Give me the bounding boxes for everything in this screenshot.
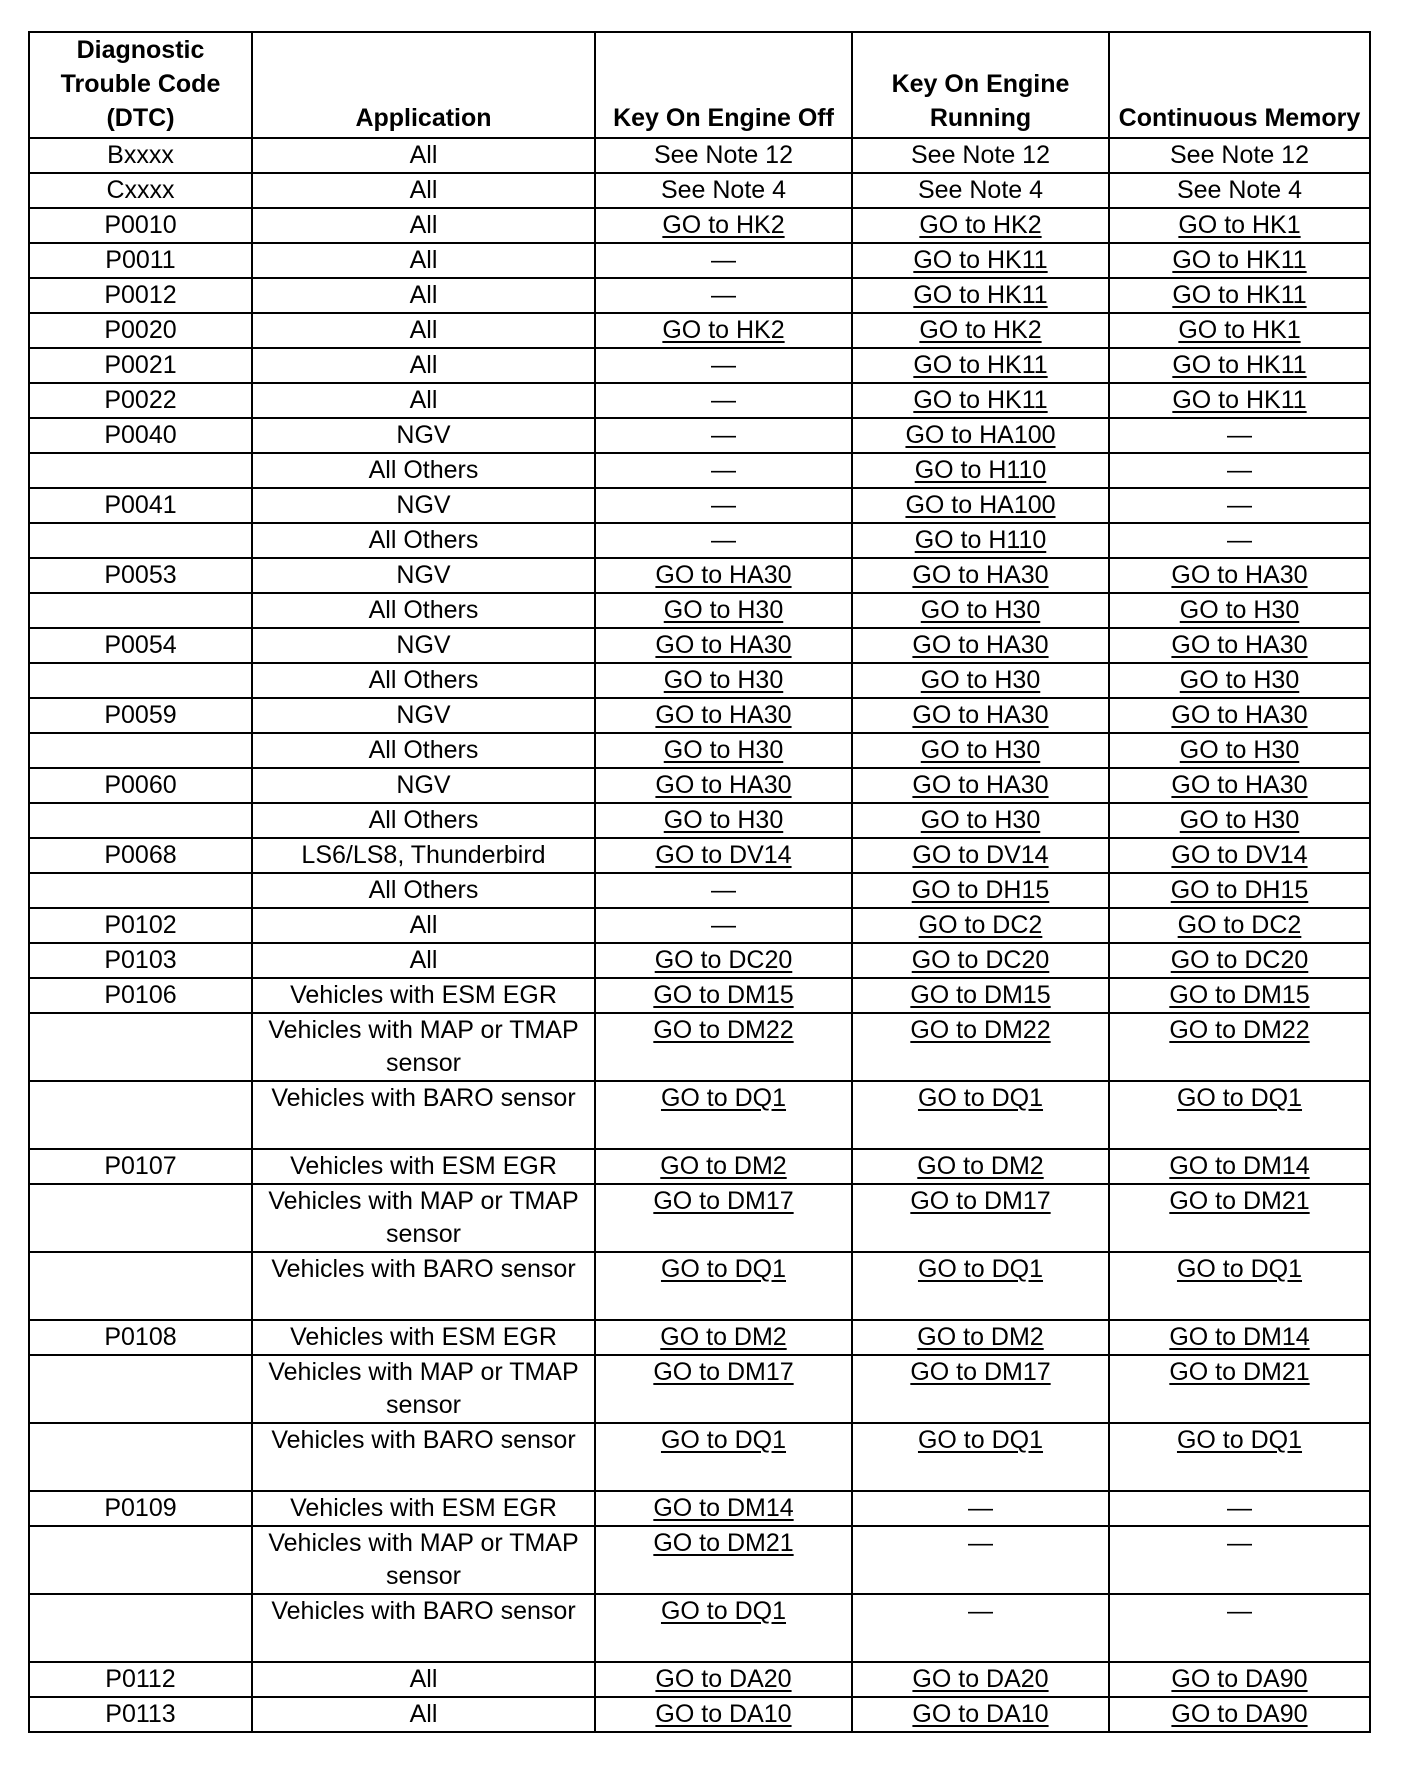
continuous-memory-cell[interactable]: GO to HA30 bbox=[1109, 558, 1370, 593]
application-cell: All Others bbox=[252, 733, 595, 768]
dtc-cell: P0011 bbox=[29, 243, 252, 278]
dtc-cell: P0102 bbox=[29, 908, 252, 943]
koer-cell: See Note 4 bbox=[852, 173, 1109, 208]
table-row bbox=[29, 313, 1370, 348]
application-cell: All Others bbox=[252, 453, 595, 488]
koeo-cell[interactable]: GO to DQ1 bbox=[595, 1252, 852, 1320]
table-row bbox=[29, 558, 1370, 593]
continuous-memory-cell[interactable]: GO to DM21 bbox=[1109, 1355, 1370, 1423]
application-cell: All Others bbox=[252, 803, 595, 838]
table-row bbox=[29, 978, 1370, 1013]
application-cell: All bbox=[252, 383, 595, 418]
continuous-memory-cell[interactable]: GO to HK11 bbox=[1109, 243, 1370, 278]
koer-cell[interactable]: GO to HA100 bbox=[852, 418, 1109, 453]
application-cell: Vehicles with ESM EGR bbox=[252, 1491, 595, 1526]
table-row bbox=[29, 173, 1370, 208]
application-cell: Vehicles with ESM EGR bbox=[252, 1149, 595, 1184]
table-row bbox=[29, 488, 1370, 523]
dtc-cell bbox=[29, 1526, 252, 1594]
koeo-cell[interactable]: GO to DM15 bbox=[595, 978, 852, 1013]
table-row bbox=[29, 733, 1370, 768]
dtc-cell: P0113 bbox=[29, 1697, 252, 1732]
continuous-memory-cell[interactable]: GO to DC2 bbox=[1109, 908, 1370, 943]
dtc-cell: P0107 bbox=[29, 1149, 252, 1184]
koer-cell[interactable]: GO to DA20 bbox=[852, 1662, 1109, 1697]
koeo-cell[interactable]: GO to HK2 bbox=[595, 208, 852, 243]
koeo-cell[interactable]: GO to DA20 bbox=[595, 1662, 852, 1697]
continuous-memory-cell[interactable]: GO to HK11 bbox=[1109, 348, 1370, 383]
dtc-cell: P0068 bbox=[29, 838, 252, 873]
application-cell: NGV bbox=[252, 488, 595, 523]
dtc-cell bbox=[29, 803, 252, 838]
table-row bbox=[29, 523, 1370, 558]
application-cell: All Others bbox=[252, 523, 595, 558]
continuous-memory-cell[interactable]: GO to HA30 bbox=[1109, 698, 1370, 733]
application-cell: NGV bbox=[252, 628, 595, 663]
koer-cell[interactable]: GO to HK11 bbox=[852, 243, 1109, 278]
table-row bbox=[29, 663, 1370, 698]
koer-cell[interactable]: GO to DM17 bbox=[852, 1355, 1109, 1423]
koer-cell[interactable]: GO to HA30 bbox=[852, 768, 1109, 803]
table-row bbox=[29, 768, 1370, 803]
application-cell: Vehicles with ESM EGR bbox=[252, 978, 595, 1013]
koer-cell[interactable]: GO to DM2 bbox=[852, 1149, 1109, 1184]
koer-cell[interactable]: GO to H110 bbox=[852, 523, 1109, 558]
koer-cell[interactable]: GO to DV14 bbox=[852, 838, 1109, 873]
koer-cell[interactable]: GO to DM15 bbox=[852, 978, 1109, 1013]
koer-cell[interactable]: GO to H30 bbox=[852, 733, 1109, 768]
table-row bbox=[29, 943, 1370, 978]
dtc-cell: P0041 bbox=[29, 488, 252, 523]
table-row bbox=[29, 1662, 1370, 1697]
continuous-memory-cell: — bbox=[1109, 453, 1370, 488]
table-row bbox=[29, 453, 1370, 488]
koeo-cell: — bbox=[595, 243, 852, 278]
dtc-cell bbox=[29, 733, 252, 768]
application-cell: All bbox=[252, 348, 595, 383]
koeo-cell: See Note 12 bbox=[595, 138, 852, 173]
header-key-on-engine-running: Key On Engine Running bbox=[852, 32, 1109, 138]
dtc-cell: Cxxxx bbox=[29, 173, 252, 208]
table-row bbox=[29, 208, 1370, 243]
application-cell: All bbox=[252, 138, 595, 173]
dtc-cell: P0059 bbox=[29, 698, 252, 733]
table-row bbox=[29, 383, 1370, 418]
table-row bbox=[29, 1013, 1370, 1081]
koeo-cell[interactable]: GO to DC20 bbox=[595, 943, 852, 978]
dtc-cell bbox=[29, 593, 252, 628]
application-cell: All Others bbox=[252, 593, 595, 628]
application-cell: All bbox=[252, 908, 595, 943]
continuous-memory-cell[interactable]: GO to DC20 bbox=[1109, 943, 1370, 978]
koeo-cell[interactable]: GO to DQ1 bbox=[595, 1423, 852, 1491]
application-cell: NGV bbox=[252, 558, 595, 593]
dtc-table bbox=[28, 31, 1371, 1733]
application-cell: All Others bbox=[252, 873, 595, 908]
table-row bbox=[29, 593, 1370, 628]
table-row bbox=[29, 1184, 1370, 1252]
koeo-cell: — bbox=[595, 908, 852, 943]
koer-cell[interactable]: GO to H30 bbox=[852, 803, 1109, 838]
koer-cell[interactable]: GO to H110 bbox=[852, 453, 1109, 488]
koeo-cell: — bbox=[595, 523, 852, 558]
table-row bbox=[29, 873, 1370, 908]
koer-cell[interactable]: GO to HA30 bbox=[852, 698, 1109, 733]
application-cell: Vehicles with BARO sensor bbox=[252, 1423, 595, 1491]
application-cell: Vehicles with MAP or TMAP sensor bbox=[252, 1526, 595, 1594]
koeo-cell[interactable]: GO to H30 bbox=[595, 593, 852, 628]
dtc-cell: P0054 bbox=[29, 628, 252, 663]
continuous-memory-cell[interactable]: GO to HK11 bbox=[1109, 278, 1370, 313]
table-row bbox=[29, 838, 1370, 873]
application-cell: All Others bbox=[252, 663, 595, 698]
continuous-memory-cell[interactable]: GO to HK11 bbox=[1109, 383, 1370, 418]
application-cell: All bbox=[252, 243, 595, 278]
koer-cell[interactable]: GO to DM2 bbox=[852, 1320, 1109, 1355]
table-row bbox=[29, 418, 1370, 453]
continuous-memory-cell: — bbox=[1109, 1526, 1370, 1594]
koer-cell[interactable]: GO to DA10 bbox=[852, 1697, 1109, 1732]
dtc-cell bbox=[29, 663, 252, 698]
table-row bbox=[29, 1423, 1370, 1491]
koer-cell[interactable]: GO to HK2 bbox=[852, 208, 1109, 243]
dtc-cell bbox=[29, 523, 252, 558]
continuous-memory-cell[interactable]: GO to DH15 bbox=[1109, 873, 1370, 908]
koer-cell: — bbox=[852, 1526, 1109, 1594]
table-row bbox=[29, 1355, 1370, 1423]
application-cell: Vehicles with BARO sensor bbox=[252, 1252, 595, 1320]
koeo-cell[interactable]: GO to DM22 bbox=[595, 1013, 852, 1081]
table-row bbox=[29, 628, 1370, 663]
koeo-cell[interactable]: GO to DM2 bbox=[595, 1320, 852, 1355]
dtc-cell bbox=[29, 1081, 252, 1149]
table-row bbox=[29, 1149, 1370, 1184]
dtc-cell: P0109 bbox=[29, 1491, 252, 1526]
table-row bbox=[29, 243, 1370, 278]
koer-cell[interactable]: GO to DQ1 bbox=[852, 1423, 1109, 1491]
table-row bbox=[29, 908, 1370, 943]
dtc-table-body bbox=[29, 138, 1370, 1732]
koeo-cell[interactable]: GO to HK2 bbox=[595, 313, 852, 348]
koer-cell[interactable]: GO to HK11 bbox=[852, 383, 1109, 418]
application-cell: LS6/LS8, Thunderbird bbox=[252, 838, 595, 873]
table-row bbox=[29, 1697, 1370, 1732]
koeo-cell: — bbox=[595, 488, 852, 523]
dtc-cell: P0012 bbox=[29, 278, 252, 313]
dtc-cell bbox=[29, 1423, 252, 1491]
continuous-memory-cell[interactable]: GO to DQ1 bbox=[1109, 1252, 1370, 1320]
dtc-cell bbox=[29, 1013, 252, 1081]
continuous-memory-cell: — bbox=[1109, 488, 1370, 523]
koeo-cell[interactable]: GO to DQ1 bbox=[595, 1081, 852, 1149]
koeo-cell[interactable]: GO to H30 bbox=[595, 803, 852, 838]
continuous-memory-cell[interactable]: GO to DM22 bbox=[1109, 1013, 1370, 1081]
dtc-cell: P0106 bbox=[29, 978, 252, 1013]
continuous-memory-cell[interactable]: GO to H30 bbox=[1109, 663, 1370, 698]
continuous-memory-cell[interactable]: GO to DM15 bbox=[1109, 978, 1370, 1013]
continuous-memory-cell: See Note 4 bbox=[1109, 173, 1370, 208]
continuous-memory-cell[interactable]: GO to DA90 bbox=[1109, 1662, 1370, 1697]
koeo-cell: — bbox=[595, 348, 852, 383]
koer-cell[interactable]: GO to DH15 bbox=[852, 873, 1109, 908]
koeo-cell: — bbox=[595, 278, 852, 313]
dtc-cell: P0020 bbox=[29, 313, 252, 348]
continuous-memory-cell[interactable]: GO to DM21 bbox=[1109, 1184, 1370, 1252]
koeo-cell: — bbox=[595, 418, 852, 453]
koeo-cell[interactable]: GO to HA30 bbox=[595, 628, 852, 663]
koer-cell[interactable]: GO to DC2 bbox=[852, 908, 1109, 943]
dtc-cell bbox=[29, 1594, 252, 1662]
application-cell: NGV bbox=[252, 698, 595, 733]
dtc-cell: P0108 bbox=[29, 1320, 252, 1355]
koer-cell[interactable]: GO to HA30 bbox=[852, 628, 1109, 663]
continuous-memory-cell[interactable]: GO to HA30 bbox=[1109, 628, 1370, 663]
dtc-cell: P0022 bbox=[29, 383, 252, 418]
koeo-cell: — bbox=[595, 383, 852, 418]
dtc-cell bbox=[29, 1252, 252, 1320]
continuous-memory-cell[interactable]: GO to DM14 bbox=[1109, 1149, 1370, 1184]
koeo-cell[interactable]: GO to HA30 bbox=[595, 698, 852, 733]
continuous-memory-cell: — bbox=[1109, 1594, 1370, 1662]
table-row bbox=[29, 698, 1370, 733]
koer-cell[interactable]: GO to DC20 bbox=[852, 943, 1109, 978]
koer-cell[interactable]: GO to DQ1 bbox=[852, 1081, 1109, 1149]
koeo-cell[interactable]: GO to DM2 bbox=[595, 1149, 852, 1184]
continuous-memory-cell: — bbox=[1109, 418, 1370, 453]
table-row bbox=[29, 348, 1370, 383]
continuous-memory-cell[interactable]: GO to DA90 bbox=[1109, 1697, 1370, 1732]
continuous-memory-cell[interactable]: GO to DM14 bbox=[1109, 1320, 1370, 1355]
koer-cell: See Note 12 bbox=[852, 138, 1109, 173]
dtc-cell: Bxxxx bbox=[29, 138, 252, 173]
dtc-cell bbox=[29, 1355, 252, 1423]
continuous-memory-cell: — bbox=[1109, 523, 1370, 558]
koer-cell[interactable]: GO to H30 bbox=[852, 593, 1109, 628]
table-row bbox=[29, 278, 1370, 313]
table-row bbox=[29, 1491, 1370, 1526]
dtc-cell: P0021 bbox=[29, 348, 252, 383]
application-cell: Vehicles with BARO sensor bbox=[252, 1081, 595, 1149]
application-cell: All bbox=[252, 1662, 595, 1697]
table-row bbox=[29, 1081, 1370, 1149]
koer-cell[interactable]: GO to H30 bbox=[852, 663, 1109, 698]
application-cell: All bbox=[252, 1697, 595, 1732]
header-key-on-engine-off: Key On Engine Off bbox=[595, 32, 852, 138]
dtc-cell bbox=[29, 453, 252, 488]
koeo-cell[interactable]: GO to DA10 bbox=[595, 1697, 852, 1732]
application-cell: Vehicles with MAP or TMAP sensor bbox=[252, 1355, 595, 1423]
continuous-memory-cell: See Note 12 bbox=[1109, 138, 1370, 173]
continuous-memory-cell[interactable]: GO to DV14 bbox=[1109, 838, 1370, 873]
koer-cell[interactable]: GO to HK2 bbox=[852, 313, 1109, 348]
header-application: Application bbox=[252, 32, 595, 138]
dtc-cell bbox=[29, 1184, 252, 1252]
dtc-cell: P0053 bbox=[29, 558, 252, 593]
table-row bbox=[29, 1252, 1370, 1320]
koeo-cell[interactable]: GO to H30 bbox=[595, 663, 852, 698]
koer-cell[interactable]: GO to HK11 bbox=[852, 278, 1109, 313]
continuous-memory-cell[interactable]: GO to DQ1 bbox=[1109, 1423, 1370, 1491]
application-cell: NGV bbox=[252, 768, 595, 803]
table-row bbox=[29, 1320, 1370, 1355]
dtc-cell bbox=[29, 873, 252, 908]
table-row bbox=[29, 1594, 1370, 1662]
koer-cell: — bbox=[852, 1491, 1109, 1526]
header-dtc: Diagnostic Trouble Code (DTC) bbox=[29, 32, 252, 138]
koeo-cell[interactable]: GO to DM17 bbox=[595, 1184, 852, 1252]
header-continuous-memory: Continuous Memory bbox=[1109, 32, 1370, 138]
continuous-memory-cell[interactable]: GO to H30 bbox=[1109, 593, 1370, 628]
koeo-cell[interactable]: GO to DM17 bbox=[595, 1355, 852, 1423]
koer-cell[interactable]: GO to DQ1 bbox=[852, 1252, 1109, 1320]
koeo-cell[interactable]: GO to HA30 bbox=[595, 558, 852, 593]
koeo-cell[interactable]: GO to HA30 bbox=[595, 768, 852, 803]
koer-cell[interactable]: GO to HA100 bbox=[852, 488, 1109, 523]
application-cell: All bbox=[252, 313, 595, 348]
continuous-memory-cell: — bbox=[1109, 1491, 1370, 1526]
dtc-cell: P0112 bbox=[29, 1662, 252, 1697]
application-cell: All bbox=[252, 173, 595, 208]
koer-cell[interactable]: GO to DM17 bbox=[852, 1184, 1109, 1252]
koeo-cell[interactable]: GO to H30 bbox=[595, 733, 852, 768]
continuous-memory-cell[interactable]: GO to H30 bbox=[1109, 803, 1370, 838]
application-cell: All bbox=[252, 208, 595, 243]
koeo-cell[interactable]: GO to DV14 bbox=[595, 838, 852, 873]
koeo-cell[interactable]: GO to DM14 bbox=[595, 1491, 852, 1526]
continuous-memory-cell[interactable]: GO to H30 bbox=[1109, 733, 1370, 768]
table-row bbox=[29, 138, 1370, 173]
continuous-memory-cell[interactable]: GO to HK1 bbox=[1109, 208, 1370, 243]
koer-cell: — bbox=[852, 1594, 1109, 1662]
koeo-cell[interactable]: GO to DM21 bbox=[595, 1526, 852, 1594]
koer-cell[interactable]: GO to HK11 bbox=[852, 348, 1109, 383]
application-cell: All bbox=[252, 943, 595, 978]
application-cell: All bbox=[252, 278, 595, 313]
koer-cell[interactable]: GO to HA30 bbox=[852, 558, 1109, 593]
header-row bbox=[29, 32, 1370, 138]
koeo-cell[interactable]: GO to DQ1 bbox=[595, 1594, 852, 1662]
dtc-cell: P0040 bbox=[29, 418, 252, 453]
koer-cell[interactable]: GO to DM22 bbox=[852, 1013, 1109, 1081]
koeo-cell: — bbox=[595, 873, 852, 908]
continuous-memory-cell[interactable]: GO to HK1 bbox=[1109, 313, 1370, 348]
application-cell: Vehicles with BARO sensor bbox=[252, 1594, 595, 1662]
dtc-cell: P0060 bbox=[29, 768, 252, 803]
continuous-memory-cell[interactable]: GO to DQ1 bbox=[1109, 1081, 1370, 1149]
dtc-cell: P0010 bbox=[29, 208, 252, 243]
application-cell: Vehicles with MAP or TMAP sensor bbox=[252, 1013, 595, 1081]
koeo-cell: — bbox=[595, 453, 852, 488]
application-cell: Vehicles with ESM EGR bbox=[252, 1320, 595, 1355]
continuous-memory-cell[interactable]: GO to HA30 bbox=[1109, 768, 1370, 803]
table-row bbox=[29, 803, 1370, 838]
application-cell: Vehicles with MAP or TMAP sensor bbox=[252, 1184, 595, 1252]
koeo-cell: See Note 4 bbox=[595, 173, 852, 208]
table-row bbox=[29, 1526, 1370, 1594]
application-cell: NGV bbox=[252, 418, 595, 453]
dtc-cell: P0103 bbox=[29, 943, 252, 978]
